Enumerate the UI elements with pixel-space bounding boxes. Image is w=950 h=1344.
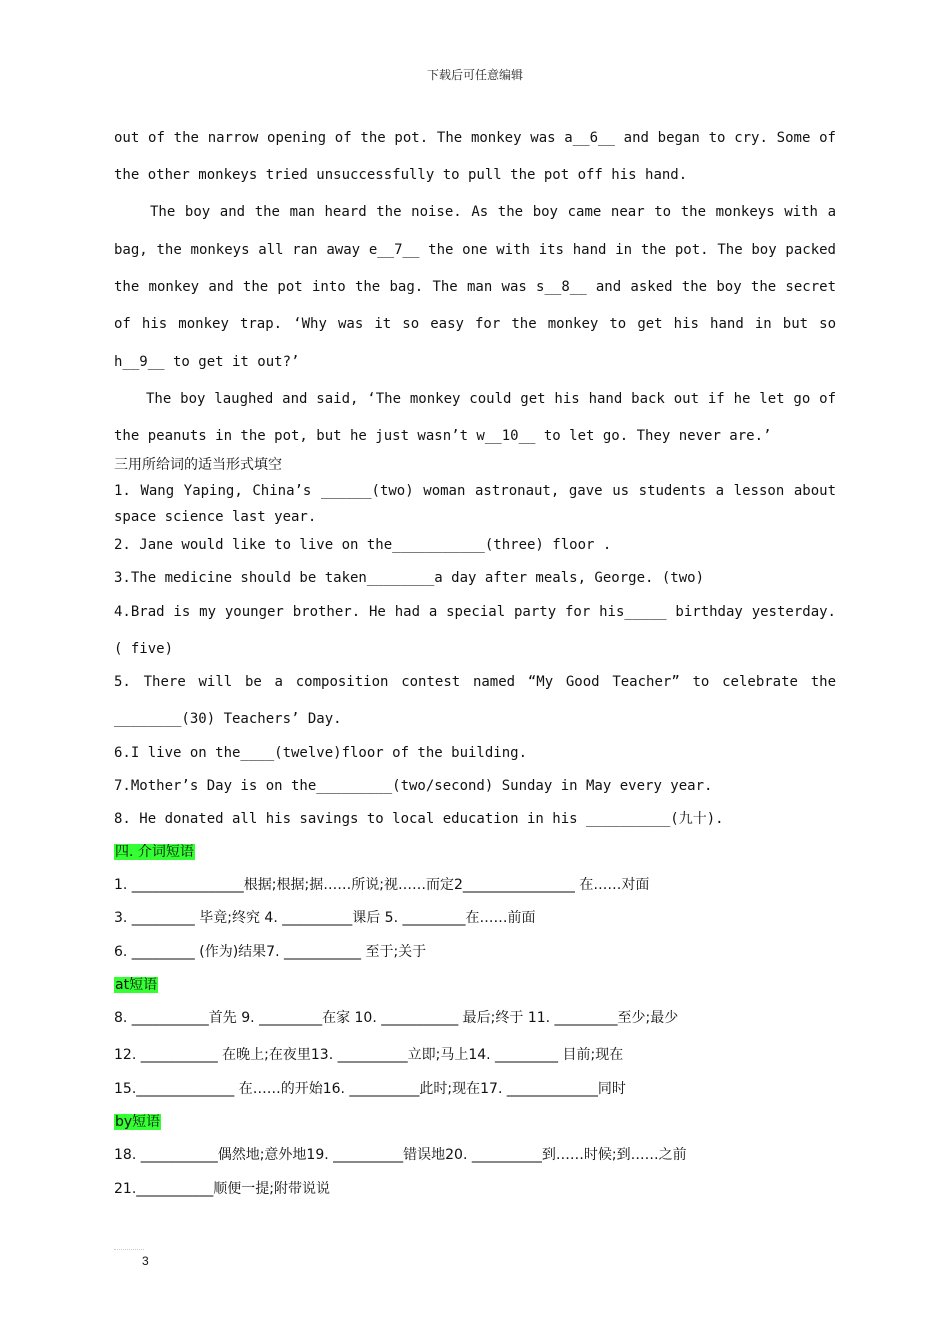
- exercise-line: 4.Brad is my younger brother. He had a special party for his_____ birthday yesterday.: [114, 604, 836, 620]
- footer-divider: [114, 1249, 144, 1250]
- passage-line: the other monkeys tried unsuccessfully to pull the pot off his hand.: [114, 167, 688, 183]
- exercise-line: ________(30) Teachers’ Day.: [114, 711, 342, 727]
- phrase-line: 1. ________________根据;根据;据……所说;视……而定2________________ 在……对面: [114, 877, 650, 893]
- phrase-line: 6. _________ (作为)结果7. ___________ 至于;关于: [114, 944, 427, 960]
- section-title: 三用所给词的适当形式填空: [114, 457, 282, 473]
- exercise-line: 5. There will be a composition contest named “My Good Teacher” to celebrate the: [114, 674, 836, 690]
- phrase-line: 21.___________顺便一提;附带说说: [114, 1181, 330, 1197]
- passage-line: bag, the monkeys all ran away e__7__ the one with its hand in the pot. The boy packed: [114, 242, 836, 258]
- phrase-line: 8. ___________首先 9. _________在家 10. ___________ 最后;终于 11. _________至少;最少: [114, 1010, 679, 1026]
- passage-line: of his monkey trap. ‘Why was it so easy for the monkey to get his hand in but so: [114, 316, 836, 332]
- phrase-line: 15.______________ 在……的开始16. __________此时;现在17. _____________同时: [114, 1081, 626, 1097]
- exercise-line: ( five): [114, 641, 174, 657]
- highlighted-heading: by短语: [115, 1114, 161, 1130]
- phrase-line: 18. ___________偶然地;意外地19. __________错误地20. __________到……时候;到……之前: [114, 1147, 687, 1163]
- highlighted-heading: 四. 介词短语: [115, 844, 194, 860]
- passage-line: out of the narrow opening of the pot. The monkey was a__6__ and began to cry. Some of: [114, 130, 836, 146]
- passage-line: The boy laughed and said, ‘The monkey could get his hand back out if he let go of: [146, 391, 836, 407]
- passage-line: the monkey and the pot into the bag. The man was s__8__ and asked the boy the secret: [114, 279, 836, 295]
- passage-line: The boy and the man heard the noise. As the boy came near to the monkeys with a: [150, 204, 836, 220]
- passage-line: h__9__ to get it out?’: [114, 354, 300, 370]
- exercise-line: 7.Mother’s Day is on the_________(two/second) Sunday in May every year.: [114, 778, 713, 794]
- exercise-line: 3.The medicine should be taken________a day after meals, George. (two): [114, 570, 705, 586]
- passage-line: the peanuts in the pot, but he just wasn’t w__10__ to let go. They never are.’: [114, 428, 772, 444]
- phrase-line: 3. _________ 毕竟;终究 4. __________课后 5. _________在……前面: [114, 910, 536, 926]
- page-header: 下载后可任意编辑: [426, 68, 523, 82]
- section-title: [114, 975, 836, 995]
- exercise-line: 1. Wang Yaping, China’s ______(two) woman astronaut, gave us students a lesson about: [114, 483, 836, 499]
- section-title: [114, 842, 836, 862]
- highlighted-heading: at短语: [115, 977, 158, 993]
- exercise-line: 8. He donated all his savings to local education in his __________(九十).: [114, 811, 724, 827]
- phrase-line: 12. ___________ 在晚上;在夜里13. __________立即;马上14. _________ 目前;现在: [114, 1047, 624, 1063]
- exercise-line: 2. Jane would like to live on the___________(three) floor .: [114, 537, 612, 553]
- section-title: [114, 1112, 836, 1132]
- page-number: 3: [142, 1254, 149, 1268]
- exercise-line: space science last year.: [114, 509, 317, 525]
- exercise-line: 6.I live on the____(twelve)floor of the building.: [114, 745, 528, 761]
